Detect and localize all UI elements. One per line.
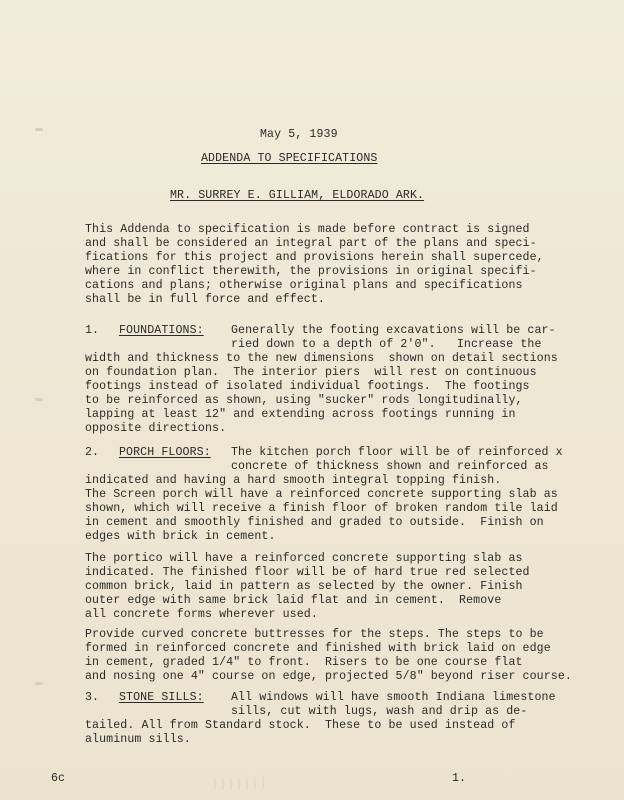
section-line: edges with brick in cement.	[85, 530, 276, 543]
section-line: width and thickness to the new dimensions shown on detail sections	[85, 352, 558, 365]
intro-line: cations and plans; otherwise original plans and specifications	[85, 279, 523, 292]
section-line: lapping at least 12" and extending across footings running in	[85, 408, 516, 421]
section-line: aluminum sills.	[85, 733, 191, 746]
section-line: All windows will have smooth Indiana limestone	[231, 691, 556, 704]
margin-mark	[35, 128, 43, 131]
intro-line: where in conflict therewith, the provisions in original specifi-	[85, 265, 537, 278]
steps-line: formed in reinforced concrete and finished with brick laid on edge	[85, 642, 551, 655]
footer-left-code: 6c	[51, 772, 66, 785]
margin-mark	[35, 398, 43, 401]
section-line: The Screen porch will have a reinforced concrete supporting slab as	[85, 488, 558, 501]
intro-line: This Addenda to specification is made before contract is signed	[85, 223, 530, 236]
section-line: sills, cut with lugs, wash and drip as de-	[231, 705, 528, 718]
steps-line: in cement, graded 1/4" to front. Risers to be one course flat	[85, 656, 523, 669]
section-line: shown, which will receive a finish floor of broken random tile laid	[85, 502, 558, 515]
margin-mark	[35, 682, 43, 685]
section-number: 2.	[85, 446, 100, 459]
section-line: concrete of thickness shown and reinforced as	[231, 460, 549, 473]
section-line: in cement and smoothly finished and graded to outside. Finish on	[85, 516, 544, 529]
faint-archive-stamp: │││││││	[211, 777, 269, 791]
section-number: 1.	[85, 324, 100, 337]
section-line: The kitchen porch floor will be of reinforced x	[231, 446, 563, 459]
section-line: opposite directions.	[85, 422, 227, 435]
portico-line: all concrete forms wherever used.	[85, 608, 318, 621]
portico-line: indicated. The finished floor will be of hard true red selected	[85, 566, 530, 579]
section-heading: STONE SILLS:	[119, 691, 204, 704]
intro-line: shall be in full force and effect.	[85, 293, 325, 306]
section-line: to be reinforced as shown, using "sucker" rods longitudinally,	[85, 394, 523, 407]
section-line: on foundation plan. The interior piers will rest on continuous	[85, 366, 537, 379]
document-subtitle: MR. SURREY E. GILLIAM, ELDORADO ARK.	[170, 189, 425, 202]
portico-line: outer edge with same brick laid flat and in cement. Remove	[85, 594, 502, 607]
document-title: ADDENDA TO SPECIFICATIONS	[201, 152, 378, 165]
section-heading: FOUNDATIONS:	[119, 324, 204, 337]
section-line: ried down to a depth of 2'0". Increase the	[231, 338, 542, 351]
section-line: indicated and having a hard smooth integral topping finish.	[85, 474, 502, 487]
section-number: 3.	[85, 691, 100, 704]
intro-line: fications for this project and provisions herein shall supercede,	[85, 251, 544, 264]
document-date: May 5, 1939	[260, 128, 338, 141]
section-heading: PORCH FLOORS:	[119, 446, 211, 459]
intro-line: and shall be considered an integral part of the plans and speci-	[85, 237, 537, 250]
portico-line: common brick, laid in pattern as selected by the owner. Finish	[85, 580, 523, 593]
page-number: 1.	[452, 772, 467, 785]
section-line: Generally the footing excavations will be car-	[231, 324, 556, 337]
steps-line: and nosing one 4" course on edge, projected 5/8" beyond riser course.	[85, 670, 572, 683]
steps-line: Provide curved concrete buttresses for the steps. The steps to be	[85, 628, 544, 641]
portico-line: The portico will have a reinforced concrete supporting slab as	[85, 552, 523, 565]
section-line: footings instead of isolated individual footings. The footings	[85, 380, 530, 393]
section-line: tailed. All from Standard stock. These to be used instead of	[85, 719, 516, 732]
